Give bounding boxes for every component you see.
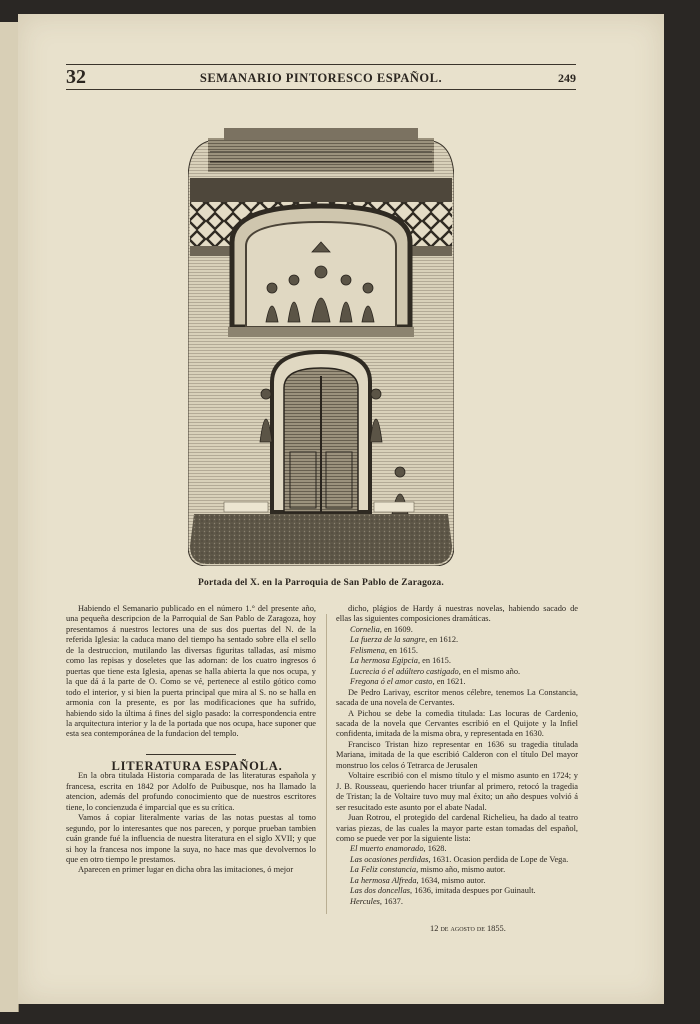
rotrou-list-item: Las ocasiones perdidas, 1631. Ocasion perdida de Lope de Vega. — [350, 854, 569, 864]
rotrou-list-item: La hermosa Alfreda, 1634, mismo autor. — [350, 875, 486, 885]
issue-date: 12 de agosto de 1855. — [430, 924, 506, 933]
header-rule-top — [66, 64, 576, 65]
right-paragraph-2: De Pedro Larivay, escritor menos célebre, tenemos La Constancia, sacada de una novela de Cervantes. — [336, 687, 578, 708]
hardy-list-item: Felismena, en 1615. — [350, 645, 418, 655]
church-portal-engraving — [188, 122, 454, 566]
left-column — [66, 604, 316, 876]
literature-paragraph-3: Aparecen en primer lugar en dicha obra las imitaciones, ó mejor — [78, 865, 294, 875]
page-header — [66, 64, 576, 90]
literature-paragraph-1: En la obra titulada Historia comparada de las literaturas española y francesa, escrita en 1842 por Adolfo de Puibusque, nos ha llamado la atencion, además del profundo conocimiento que de nuestros escritores tiene, lo concienzuda é imparcial que es su crítica. — [66, 771, 316, 812]
right-paragraph-1: dicho, plágios de Hardy á nuestras novelas, habiendo sacado de ellas las siguientes composiciones dramáticas. — [336, 604, 578, 624]
illustration-caption: Portada del X. en la Parroquia de San Pablo de Zaragoza. — [198, 578, 444, 588]
right-paragraph-5: Voltaire escribió con el mismo título y el mismo asunto en 1724; y J. B. Rousseau, queriendo hacer triunfar al primero, retocó la tragedia de Tristan; la de Voltaire tuvo muy mal éxito; un año despues volvió á ser resucitado este asunto por el abate Nadal. — [336, 771, 578, 812]
masthead-title: SEMANARIO PINTORESCO ESPAÑOL. — [199, 71, 443, 85]
right-paragraph-3: A Pichou se debe la comedia titulada: Las locuras de Cardenio, sacada de la novela que Cervantes escribió en el Quijote y la Infiel confidenta, imitada de la misma obra, y representada en 1630. — [336, 708, 578, 739]
section-title: LITERATURA ESPAÑOLA. — [111, 758, 283, 773]
right-paragraph-4: Francisco Tristan hizo representar en 1636 su tragedia titulada Mariana, imitada de la que escribió Calderon con el título Del mayor monstruo los celos ó Tetrarca de Jerusalen — [336, 739, 578, 770]
previous-page-edge — [0, 22, 19, 1012]
newspaper-page — [18, 14, 664, 1004]
right-paragraph-6: Juan Rotrou, el protegido del cardenal Richelieu, ha dado al teatro varias piezas, de las cuales la mayor parte estan tomadas del español, como se puede ver por la siguiente lista: — [336, 813, 578, 843]
literature-paragraph-2: Vamos á copiar literalmente varias de las notas puestas al tomo segundo, por lo interesantes que nos parecen, y porque prueban tambien cuán grande fué la influencia de nuestra literatura en el siglo XVII; y que si hoy la francesa nos impone la suya, no hace mas que devolvernos lo que en otro tiempo le prestamos. — [66, 813, 316, 864]
rotrou-list-item: La Feliz constancia, mismo año, mismo autor. — [350, 865, 506, 875]
hardy-list-item: La hermosa Egipcia, en 1615. — [350, 656, 451, 666]
right-column — [336, 604, 578, 907]
rotrou-list-item: Hercules, 1637. — [350, 896, 403, 906]
rotrou-list-item: Las dos doncellas, 1636, imitada despues por Guinault. — [350, 886, 536, 896]
intro-paragraph: Habiendo el Semanario publicado en el número 1.° del presente año, una pequeña descripcion de la Parroquial de San Pablo de Zaragoza, hoy presentamos á nuestros lectores una de sus dos puertas del N. de la referida Iglesia: la caduca mano del tiempo ha sentado sobre ella el sello de la destruccion, mutilando las diversas figuritas talladas, así mismo como las repisas y doseletes que las adornan: de los cuatro ingresos ó puertas que tiene esta Iglesia, apenas se halla abierta la que nos ocupa, y la que dá á la parte de O. Como se vé, pertenece al estilo gótico como todo el interior, y si bien la puerta principal que mira al S. no se halla en armonia con la presente, es por las modificaciones que ha sufrido, habiendo sido la última á fines del siglo pasado: la correspondencia entre la arquitectura interior y la de la portada que nos ocupa, hace suponer que esta sea contemporánea de la fundacion del templo. — [66, 604, 316, 739]
header-rule-bottom — [66, 89, 576, 90]
hardy-list-item: La fuerza de la sangre, en 1612. — [350, 635, 459, 645]
page-number-right: 249 — [558, 71, 576, 85]
rotrou-list-item: El muerto enamorado, 1628. — [350, 844, 447, 854]
hardy-list-item: Fregona ó el amor casto, en 1621. — [350, 677, 466, 687]
hardy-list-item: Cornelia, en 1609. — [350, 624, 413, 634]
section-divider — [146, 754, 236, 755]
hardy-list-item: Lucrecia ó el adúltero castigado, en el mismo año. — [350, 666, 521, 676]
column-divider — [326, 614, 327, 914]
page-number-left: 32 — [66, 66, 86, 88]
